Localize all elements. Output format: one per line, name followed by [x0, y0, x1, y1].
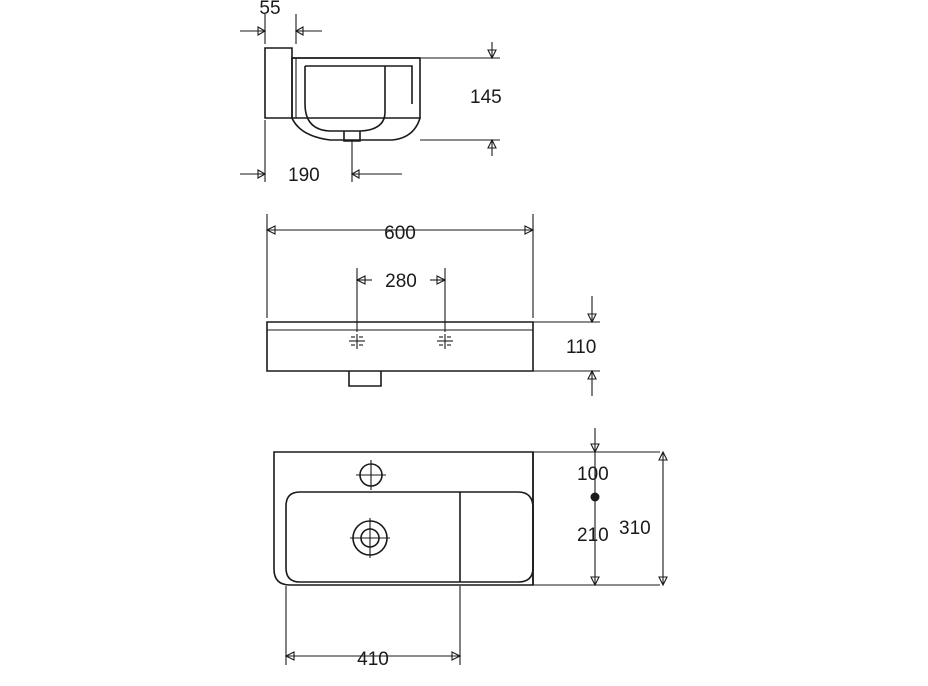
dim-label-145: 145: [470, 87, 502, 108]
dim-label-310: 310: [619, 518, 651, 539]
front-elevation-dimensions: [267, 214, 600, 396]
dim-label-100: 100: [577, 464, 609, 485]
top-plan-dimensions: [286, 428, 667, 670]
top-plan-geometry: [274, 452, 533, 585]
dim-label-210: 210: [577, 525, 609, 546]
dim-label-55: 55: [259, 0, 281, 19]
side-elevation-dimensions: [240, 0, 502, 186]
dim-label-280: 280: [385, 271, 417, 292]
dim-label-410: 410: [357, 649, 389, 670]
front-elevation-geometry: [267, 322, 533, 386]
side-elevation-geometry: [265, 48, 420, 141]
dim-label-600: 600: [384, 223, 416, 244]
dim-label-110: 110: [566, 337, 597, 358]
dim-label-190: 190: [288, 165, 320, 186]
